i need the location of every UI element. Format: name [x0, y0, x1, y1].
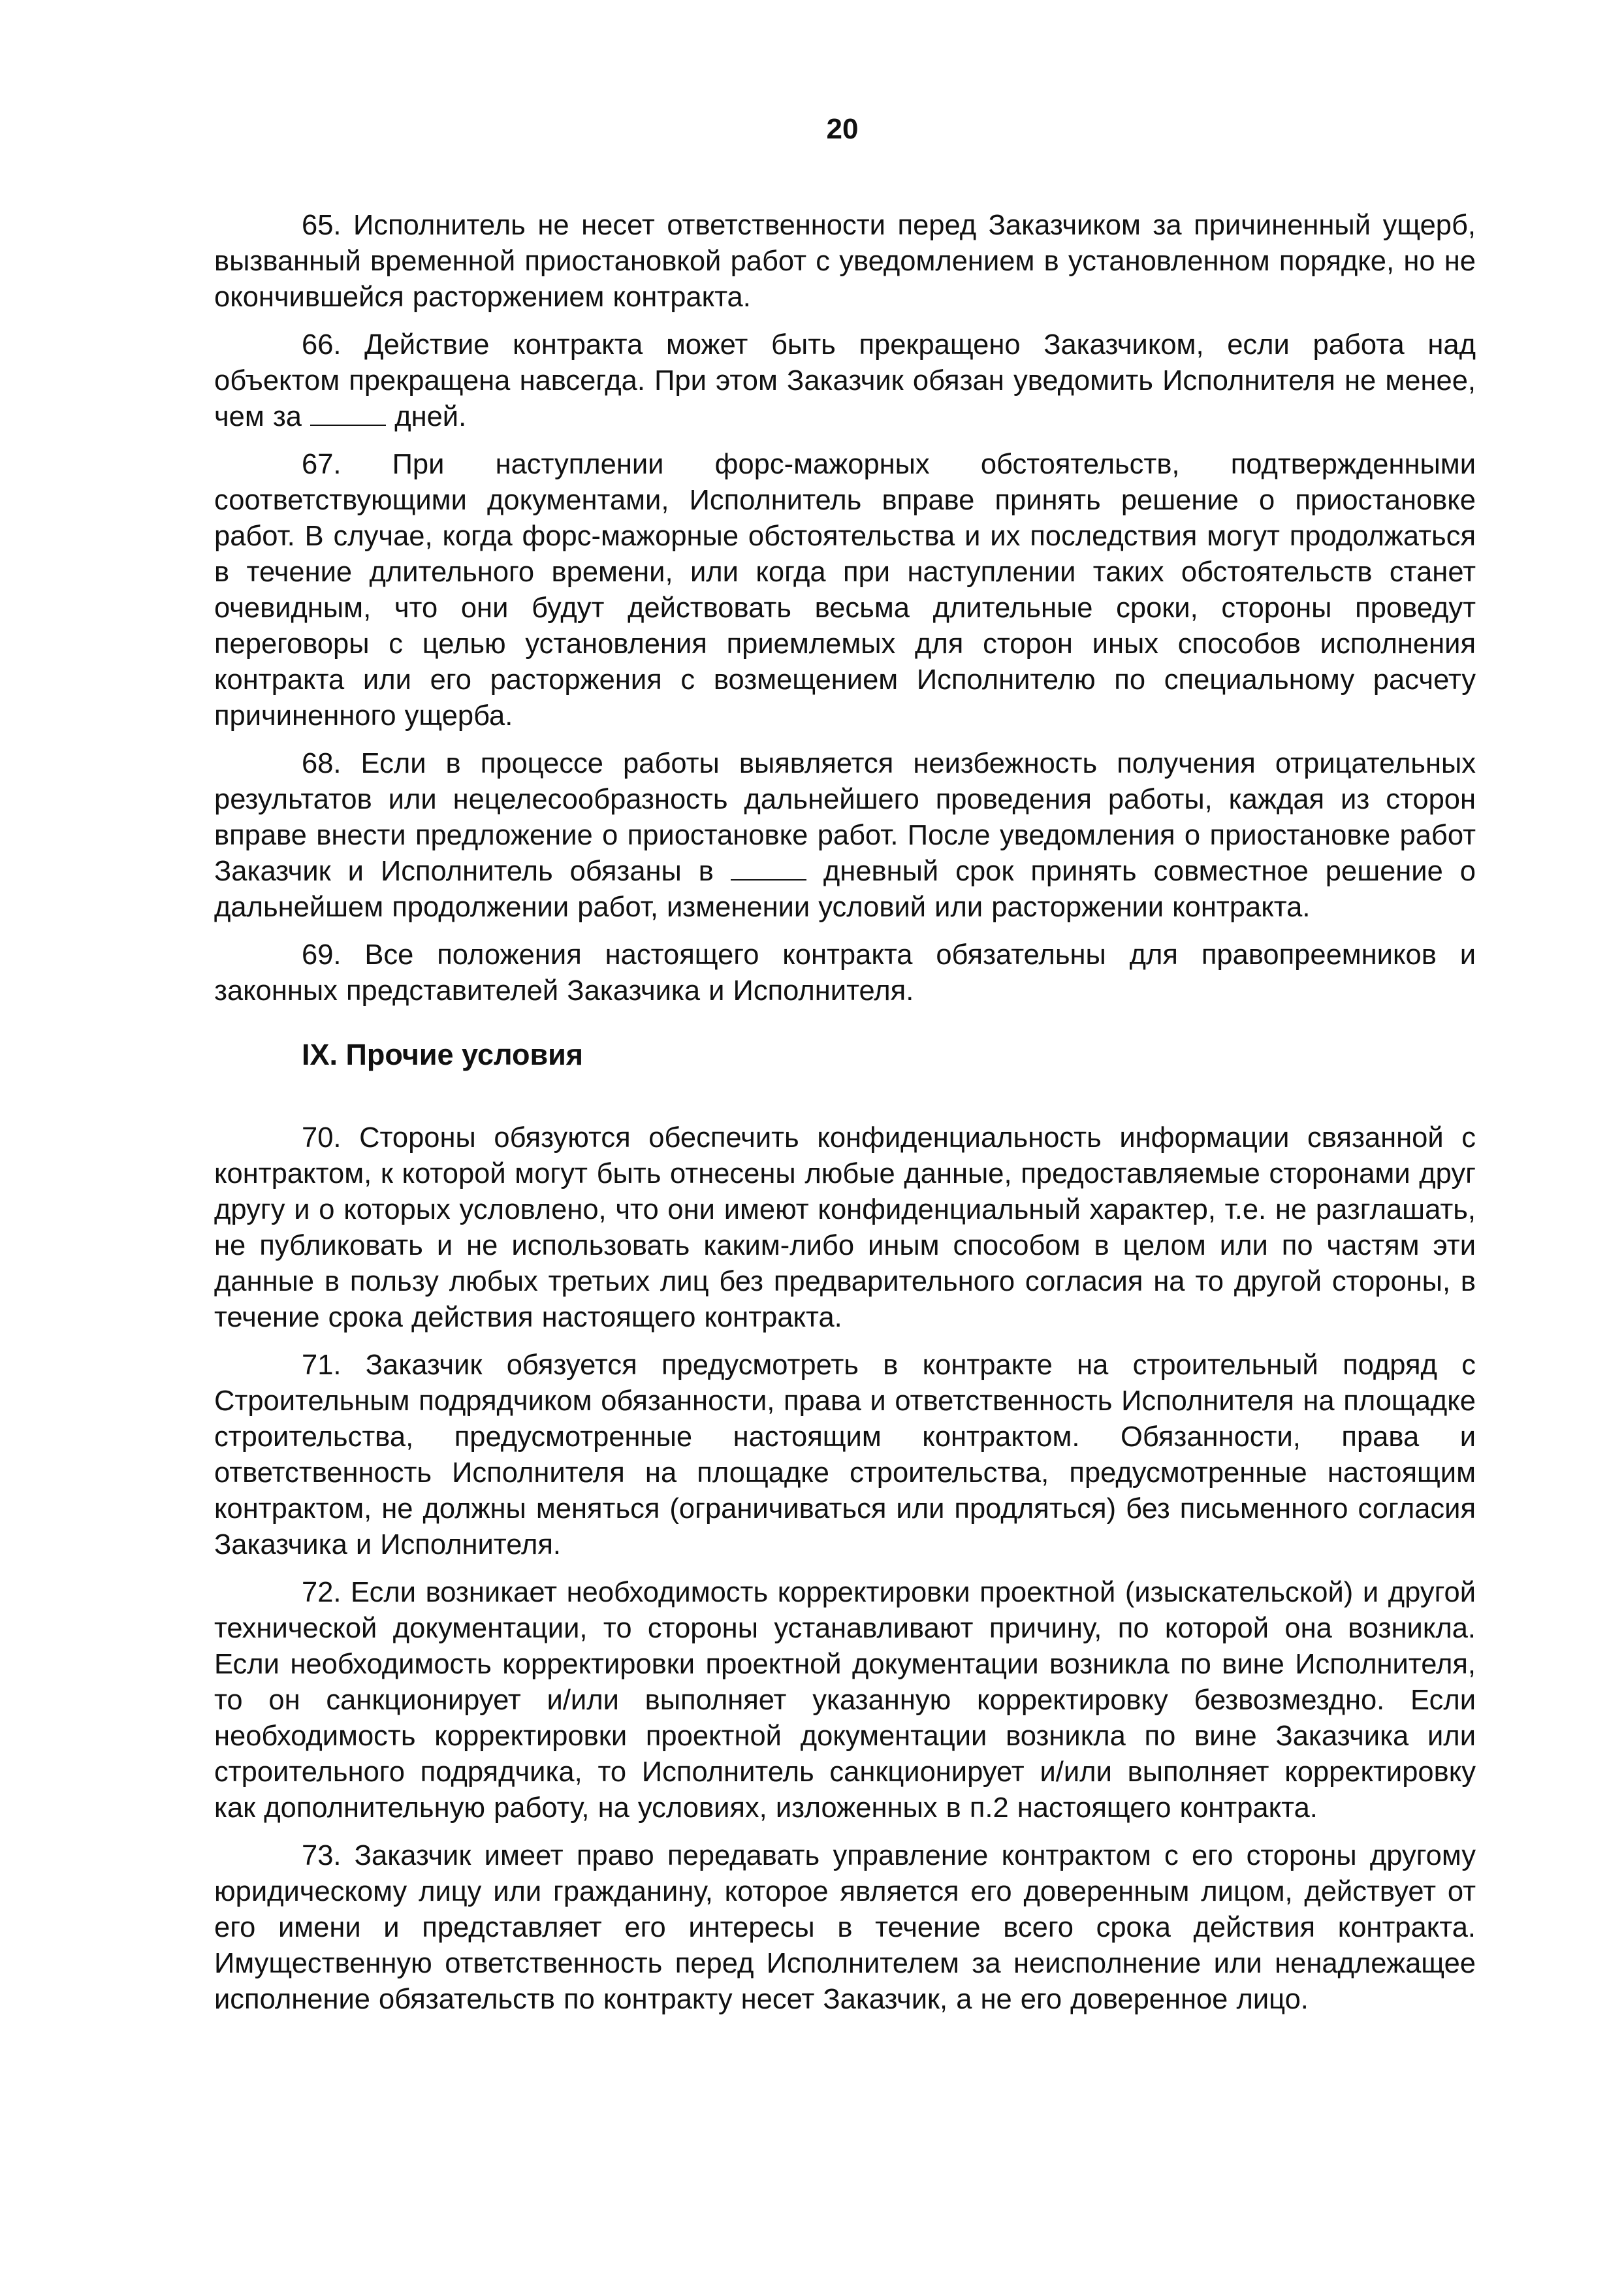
paragraph-68-text: 68. Если в процессе работы выявляется неизбежность получения отрицательных результатов или нецелесообразность дальнейшего проведения работы, каждая из сторон вправе внести предложение о приостановке работ. После уведомления о приостановке работ Заказчик и Исполнитель обязаны в: [214, 748, 1476, 887]
paragraph-68-suffix: дневный срок принять совместное решение о дальнейшем продолжении работ, изменении условий или расторжении контракта.: [214, 856, 1476, 923]
blank-term-field: [731, 858, 806, 880]
paragraph-72: 72. Если возникает необходимость корректировки проектной (изыскательской) и другой технической документации, то стороны устанавливают причину, по которой она возникла. Если необходимость корректировки проектной документации возникла по вине Исполнителя, то он санкционирует и/или выполняет указанную корректировку безвозмездно. Если необходимость корректировки проектной документации возникла по вине Заказчика или строительного подрядчика, то Исполнитель санкционирует и/или выполняет корректировку как дополнительную работу, на условиях, изложенных в п.2 настоящего контракта.: [214, 1577, 1476, 1824]
paragraph-65: 65. Исполнитель не несет ответственности перед Заказчиком за причиненный ущерб, вызванный временной приостановкой работ с уведомлением в установленном порядке, но не окончившейся расторжением контракта.: [214, 210, 1476, 313]
blank-days-field: [310, 404, 386, 426]
paragraph-68: [214, 746, 1476, 926]
paragraph-69: 69. Все положения настоящего контракта обязательны для правопреемников и законных представителей Заказчика и Исполнителя.: [214, 939, 1476, 1007]
paragraph-73: 73. Заказчик имеет право передавать управление контрактом с его стороны другому юридическому лицу или гражданину, которое является его доверенным лицом, действует от его имени и представляет его интересы в течение всего срока действия контракта. Имущественную ответственность перед Исполнителем за неисполнение или ненадлежащее исполнение обязательств по контракту несет Заказчик, а не его доверенное лицо.: [214, 1840, 1476, 2015]
section-heading: IX. Прочие условия: [302, 1038, 584, 1071]
paragraph-66-text: 66. Действие контракта может быть прекращено Заказчиком, если работа над объектом прекращена навсегда. При этом Заказчик обязан уведомить Исполнителя не менее, чем за: [214, 329, 1476, 432]
paragraph-70: 70. Стороны обязуются обеспечить конфиденциальность информации связанной с контрактом, к которой могут быть отнесены любые данные, предоставляемые сторонами друг другу и о которых условлено, что они имеют конфиденциальный характер, т.е. не разглашать, не публиковать и не использовать каким-либо иным способом в целом или по частям эти данные в пользу любых третьих лиц без предварительного согласия на то другой стороны, в течение срока действия настоящего контракта.: [214, 1122, 1476, 1333]
page-content: [214, 208, 1476, 2018]
paragraph-66: [214, 327, 1476, 435]
paragraph-71: 71. Заказчик обязуется предусмотреть в контракте на строительный подряд с Строительным подрядчиком обязанности, права и ответственность Исполнителя на площадке строительства, предусмотренные настоящим контрактом. Обязанности, права и ответственность Исполнителя на площадке строительства, предусмотренные настоящим контрактом, не должны меняться (ограничиваться или продляться) без письменного согласия Заказчика и Исполнителя.: [214, 1349, 1476, 1560]
page-number: 20: [826, 113, 859, 145]
paragraph-66-suffix: дней.: [394, 401, 467, 432]
paragraph-67: 67. При наступлении форс-мажорных обстоятельств, подтвержденными соответствующими документами, Исполнитель вправе принять решение о приостановке работ. В случае, когда форс-мажорные обстоятельства и их последствия могут продолжаться в течение длительного времени, или когда при наступлении таких обстоятельств станет очевидным, что они будут действовать весьма длительные сроки, стороны проведут переговоры с целью установления приемлемых для сторон иных способов исполнения контракта или его расторжения с возмещением Исполнителю по специальному расчету причиненного ущерба.: [214, 449, 1476, 732]
